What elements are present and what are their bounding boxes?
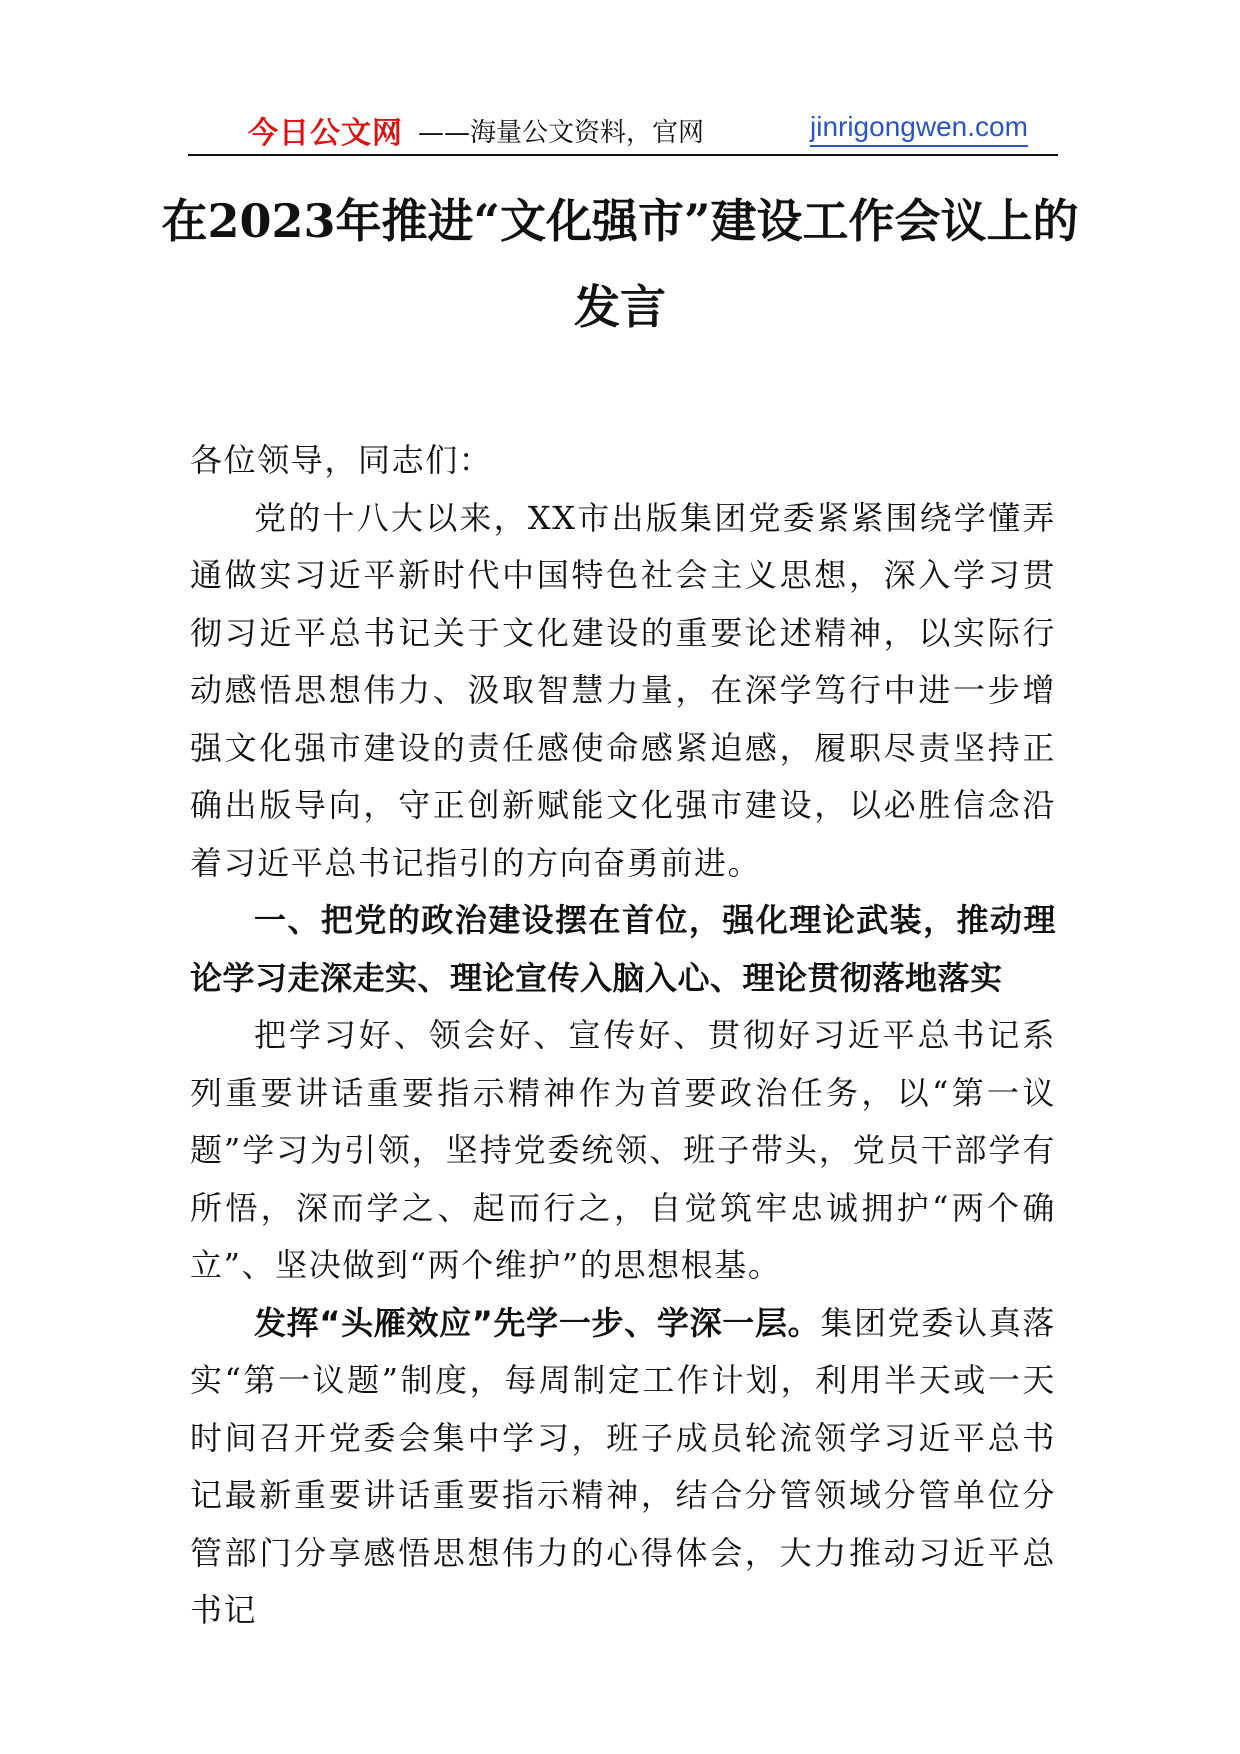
website-link[interactable]: jinrigongwen.com xyxy=(810,110,1028,147)
section-heading-1: 一、把党的政治建设摆在首位，强化理论武装，推动理论学习走深走实、理论宣传入脑入心、理论贯彻落地落实 xyxy=(190,901,1056,997)
subpoint-text: 集团党委认真落实“第一议题”制度，每周制定工作计划，利用半天或一天时间召开党委会集中学习，班子成员轮流领学习近平总书记最新重要讲话重要指示精神，结合分管领域分管单位分管部门分享感悟思想伟力的心得体会，大力推动习近平总书记 xyxy=(190,1303,1056,1629)
subpoint-paragraph xyxy=(190,1295,1056,1640)
document-body xyxy=(190,432,1056,1640)
header-tagline: ——海量公文资料，官网 xyxy=(418,118,705,148)
document-title: 在2023年推进“文化强市”建设工作会议上的发言 xyxy=(161,194,1079,334)
section-1-paragraph: 把学习好、领会好、宣传好、贯彻好习近平总书记系列重要讲话重要指示精神作为首要政治任务，以“第一议题”学习为引领，坚持党委统领、班子带头，党员干部学有所悟，深而学之、起而行之，自觉筑牢忠诚拥护“两个确立”、坚决做到“两个维护”的思想根基。 xyxy=(190,1016,1056,1284)
brand-logo-text: 今日公文网 xyxy=(248,116,403,151)
subpoint-lead: 发挥“头雁效应”先学一步、学深一层。 xyxy=(254,1303,821,1342)
intro-paragraph: 党的十八大以来，XX市出版集团党委紧紧围绕学懂弄通做实习近平新时代中国特色社会主义思想，深入学习贯彻习近平总书记关于文化建设的重要论述精神，以实际行动感悟思想伟力、汲取智慧力量，在深学笃行中进一步增强文化强市建设的责任感使命感紧迫感，履职尽责坚持正确出版导向，守正创新赋能文化强市建设，以必胜信念沿着习近平总书记指引的方向奋勇前进。 xyxy=(190,498,1056,882)
page-header xyxy=(188,104,1058,156)
salutation: 各位领导，同志们： xyxy=(190,441,493,479)
